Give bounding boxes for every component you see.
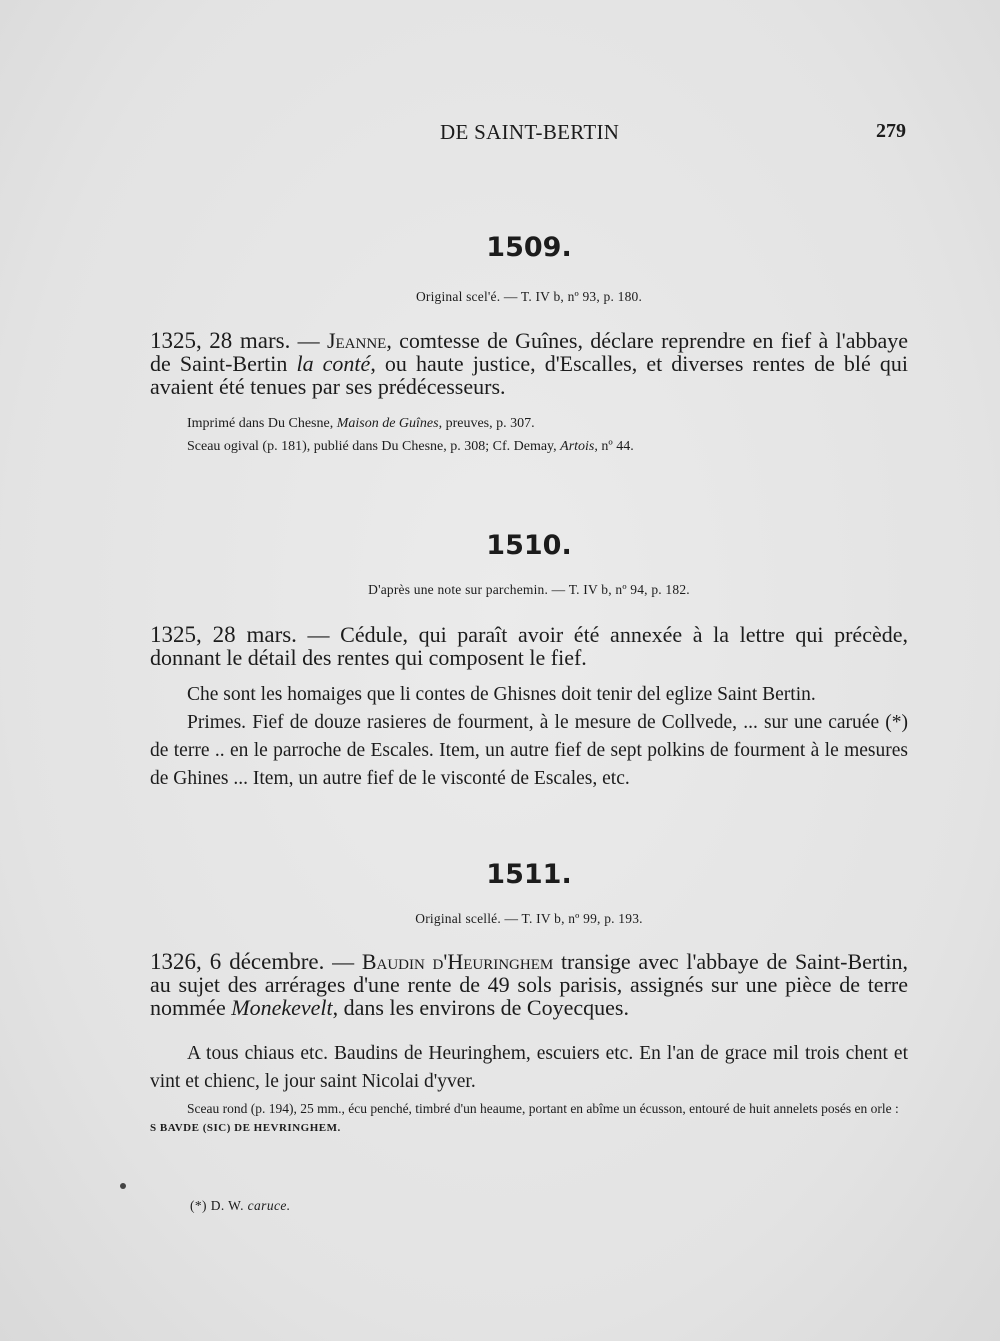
note-italic: Maison de Guînes xyxy=(336,416,439,431)
note-italic: Artois xyxy=(560,439,595,454)
summary-text: , ou haute justice, d'Escalles, et diverses rentes de blé qui avaient été tenues par ses prédécesseurs. xyxy=(150,351,908,399)
quote-paragraph: Primes. Fief de douze rasieres de fourment, à le mesure de Collvede, ... sur une caruée (*) de terre .. en le parroche de Escales. Item, un autre fief de sept polkins de fourment à le mesures de Ghines ... Item, un autre fief de le visconté de Escales, etc. xyxy=(150,712,908,789)
note-text: Sceau ogival (p. 181), publié dans Du Chesne, p. 308; Cf. Demay, xyxy=(187,439,561,454)
dash: — xyxy=(290,328,327,353)
entry-summary-1510 xyxy=(150,623,908,669)
entry-date: 1326, 6 décembre. xyxy=(150,949,325,974)
summary-text: transige avec l'abbaye de Saint-Bertin, au sujet des arrérages d'une rente de 49 sols parisis, assignés sur une pièce de terre nommée xyxy=(150,949,908,1020)
footnote-marker: (*) D. W. xyxy=(190,1198,248,1213)
summary-text: , dans les environs de Coyecques. xyxy=(332,995,629,1020)
quote-paragraph: Che sont les homaiges que li contes de Ghisnes doit tenir del eglize Saint Bertin. xyxy=(187,684,816,705)
note-line xyxy=(150,412,908,435)
bullet-mark xyxy=(120,1183,126,1189)
note-line xyxy=(150,435,908,458)
note-text: , nº 44. xyxy=(594,439,634,454)
entry-quote-1510 xyxy=(150,681,908,793)
summary-italic: la conté xyxy=(296,351,371,376)
dash: — xyxy=(324,949,362,974)
summary-text: , comtesse de Guînes, déclare reprendre en fief à l'abbaye de Saint-Bertin xyxy=(150,328,908,376)
entry-date: 1325, 28 mars. xyxy=(150,622,297,647)
running-title: DE SAINT-BERTIN xyxy=(440,120,620,144)
entry-summary-1509 xyxy=(150,329,908,398)
note-text: , preuves, p. 307. xyxy=(438,416,535,431)
entry-source-1509: Original scel'é. — T. IV b, nº 93, p. 180. xyxy=(415,289,643,304)
entry-number-1509: 1509. xyxy=(486,232,572,263)
entry-summary-1511 xyxy=(150,950,908,1019)
entry-number-1510: 1510. xyxy=(486,530,572,561)
note-line xyxy=(150,1100,908,1137)
person-name: Baudin d'Heuringhem xyxy=(361,949,554,974)
entry-date: 1325, 28 mars. xyxy=(150,328,291,353)
person-name: Jeanne xyxy=(326,328,387,353)
quote-paragraph: A tous chiaus etc. Baudins de Heuringhem, escuiers etc. En l'an de grace mil trois chent et vint et chienc, le jour saint Nicolai d'yver. xyxy=(150,1043,908,1092)
summary-text: — Cédule, qui paraît avoir été annexée à la lettre qui précède, donnant le détail des rentes qui composent le fief. xyxy=(150,622,908,670)
entry-notes-1509 xyxy=(150,412,908,458)
note-text: Imprimé dans Du Chesne, xyxy=(187,416,337,431)
entry-quote-1511 xyxy=(150,1040,908,1096)
seal-legend: S BAVDE (SIC) DE HEVRINGHEM. xyxy=(150,1122,341,1134)
entry-source-1511: Original scellé. — T. IV b, nº 99, p. 193. xyxy=(415,911,643,926)
summary-italic: Monekevelt xyxy=(231,995,333,1020)
note-text: Sceau rond (p. 194), 25 mm., écu penché, timbré d'un heaume, portant en abîme un écusson, entouré de huit annelets posés en orle : xyxy=(187,1101,899,1116)
page-number: 279 xyxy=(876,120,906,142)
footnote xyxy=(190,1198,291,1214)
entry-number-1511: 1511. xyxy=(486,859,572,890)
footnote-italic: caruce. xyxy=(247,1198,291,1213)
entry-source-1510: D'après une note sur parchemin. — T. IV b, nº 94, p. 182. xyxy=(368,582,690,597)
entry-note-1511 xyxy=(150,1100,908,1137)
running-head xyxy=(150,120,908,148)
